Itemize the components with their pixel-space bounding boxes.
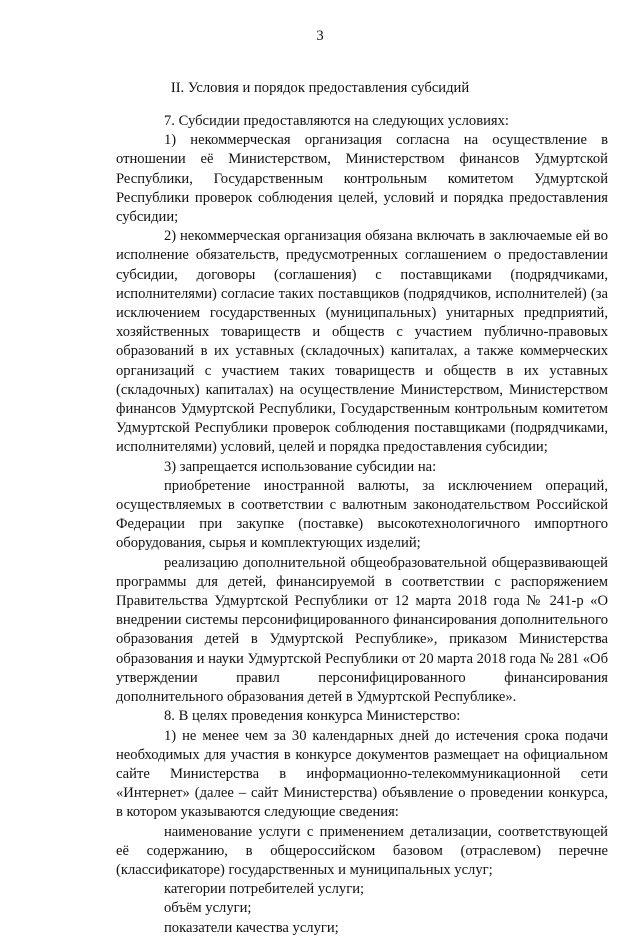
paragraph-service-name: наименование услуги с применением детализации, соответствующей её содержанию, в общероссийском базовом (отраслевом) перечне (классификаторе) государственных и муниципальных услуг;: [116, 823, 608, 878]
paragraph-7-1: 1) некоммерческая организация согласна на осуществление в отношении её Министерством, Министерством финансов Удмуртской Республики, Государственным контрольным комитетом Удмуртской Республики проверок соблюдения целей, условий и порядка предоставления субсидии;: [116, 132, 608, 226]
paragraph-8-1: 1) не менее чем за 30 календарных дней до истечения срока подачи необходимых для участия в конкурсе документов размещает на официальном сайте Министерства в информационно-телекоммуникационной сети «Интернет» (далее – сайт Министерства) объявление о проведении конкурса, в котором указываются следующие сведения:: [116, 727, 608, 821]
section-title: II. Условия и порядок предоставления субсидий: [170, 80, 470, 96]
paragraph-currency: приобретение иностранной валюты, за исключением операций, осуществляемых в соответствии с валютным законодательством Российской Федерации при закупке (поставке) высокотехнологичного импортного оборудования, сырья и комплектующих изделий;: [116, 477, 608, 552]
paragraph-7-intro: 7. Субсидии предоставляются на следующих условиях:: [164, 113, 509, 129]
list-item-volume: объём услуги;: [164, 900, 252, 917]
page-number: 3: [316, 28, 324, 44]
document-body: [116, 112, 608, 938]
paragraph-program: реализацию дополнительной общеобразовательной общеразвивающей программы для детей, финансируемой в соответствии с распоряжением Правительства Удмуртской Республики от 12 марта 2018 года № 241-р «О внедрении системы персонифицированного финансирования дополнительного образования детей в Удмуртской Республике», приказом Министерства образования и науки Удмуртской Республики от 20 марта 2018 года № 281 «Об утверждении правил персонифицированного финансирования дополнительного образования детей в Удмуртской Республике».: [116, 554, 608, 706]
list-item-quality: показатели качества услуги;: [164, 919, 339, 936]
list-item-consumers: категории потребителей услуги;: [164, 881, 365, 898]
paragraph-7-3: 3) запрещается использование субсидии на:: [164, 458, 437, 475]
paragraph-8-intro: 8. В целях проведения конкурса Министерство:: [164, 708, 461, 725]
paragraph-7-2: 2) некоммерческая организация обязана включать в заключаемые ей во исполнение обязательств, предусмотренных соглашением о предоставлении субсидии, договоры (соглашения) с поставщиками (подрядчиками, исполнителями) согласие таких поставщиков (подрядчиков, исполнителей) (за исключением государственных (муниципальных) унитарных предприятий, хозяйственных товариществ и обществ с участием публично-правовых образований в их уставных (складочных) капиталах, а также коммерческих организаций с участием таких товариществ и обществ в их уставных (складочных) капиталах) на осуществление Министерством, Министерством финансов Удмуртской Республики, Государственным контрольным комитетом Удмуртской Республики проверок соблюдения поставщиками (подрядчиками, исполнителями) условий, целей и порядка предоставления субсидии;: [116, 228, 608, 456]
